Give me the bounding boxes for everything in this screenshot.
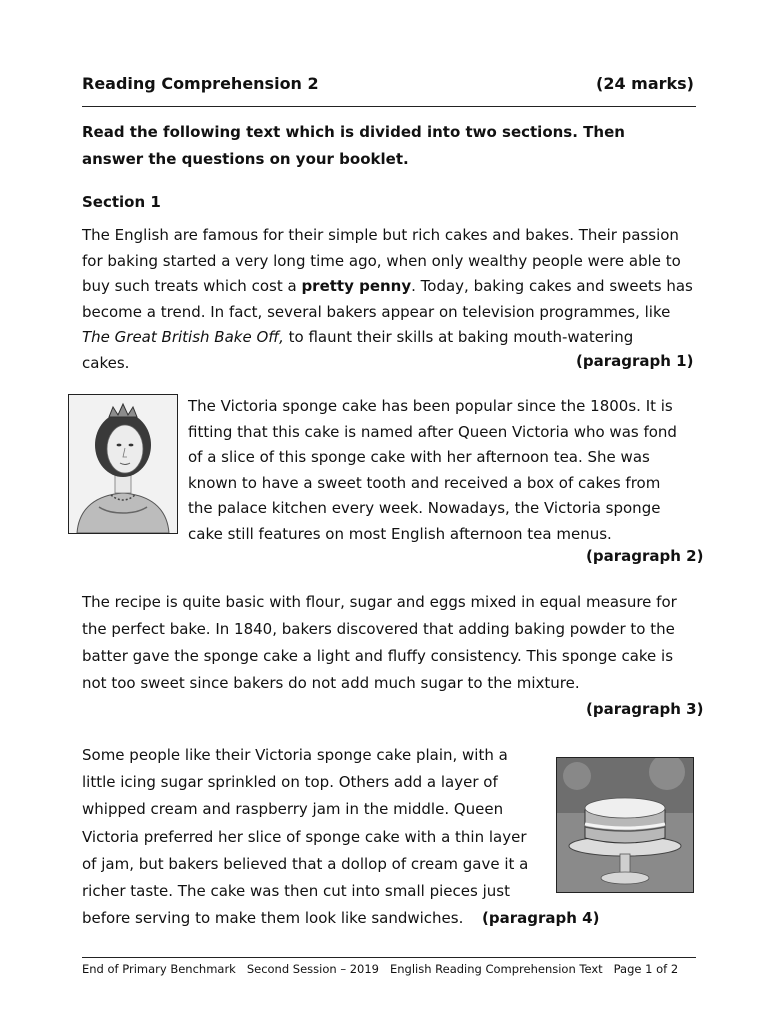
paragraph-4-line: little icing sugar sprinkled on top. Others add a layer of: [82, 773, 498, 792]
paragraph-1-line: become a trend. In fact, several bakers appear on television programmes, like: [82, 302, 671, 321]
paragraph-2-label: (paragraph 2): [586, 547, 704, 565]
paragraph-2-line: cake still features on most English afternoon tea menus.: [188, 524, 612, 543]
highlighted-phrase: pretty penny: [301, 277, 412, 296]
paragraph-4-line: richer taste. The cake was then cut into small pieces just: [82, 882, 510, 901]
portrait-icon: [69, 395, 177, 533]
page-footer: End of Primary Benchmark Second Session – 2019 English Reading Comprehension Text Page 1 of 2: [82, 962, 679, 976]
paragraph-1-line: for baking started a very long time ago, when only wealthy people were able to: [82, 251, 681, 270]
footer-divider: [82, 957, 696, 958]
paragraph-2-line: fitting that this cake is named after Queen Victoria who was fond: [188, 422, 677, 441]
paragraph-2-line: the palace kitchen every week. Nowadays, the Victoria sponge: [188, 499, 661, 518]
text-segment: . Today, baking cakes and sweets has: [411, 277, 693, 296]
paragraph-4-line: whipped cream and raspberry jam in the middle. Queen: [82, 800, 504, 819]
paragraph-2: [188, 394, 677, 548]
programme-title: The Great British Bake Off,: [82, 328, 284, 347]
paragraph-4-line: Some people like their Victoria sponge cake plain, with a: [82, 746, 508, 764]
paragraph-1-line: [82, 274, 693, 300]
text-segment: to flaunt their skills at baking mouth-watering: [283, 328, 634, 347]
victoria-sponge-cake-photo: [556, 757, 694, 893]
text-segment: buy such treats which cost a: [82, 277, 302, 296]
paragraph-1-line: The English are famous for their simple but rich cakes and bakes. Their passion: [82, 226, 679, 244]
instructions: Read the following text which is divided into two sections. Then answer the questions on your booklet.: [82, 123, 625, 168]
paragraph-3-line: The recipe is quite basic with flour, sugar and eggs mixed in equal measure for: [82, 593, 677, 611]
paragraph-2-line: known to have a sweet tooth and received a box of cakes from: [188, 473, 661, 492]
paragraph-3: [82, 589, 677, 697]
paragraph-3-line: batter gave the sponge cake a light and fluffy consistency. This sponge cake is: [82, 647, 674, 665]
total-marks: (24 marks): [596, 74, 694, 93]
header-divider: [82, 106, 696, 107]
paragraph-3-line: not too sweet since bakers do not add much sugar to the mixture.: [82, 674, 580, 692]
paragraph-4-label: (paragraph 4): [482, 909, 600, 927]
page-title: Reading Comprehension 2: [82, 74, 319, 93]
cake-icon: [557, 758, 693, 892]
paragraph-3-label: (paragraph 3): [586, 700, 704, 718]
paragraph-2-line: of a slice of this sponge cake with her afternoon tea. She was: [188, 448, 650, 467]
paragraph-1-label: (paragraph 1): [576, 352, 694, 370]
queen-victoria-portrait: [68, 394, 178, 534]
paragraph-4-line: before serving to make them look like sandwiches.: [82, 909, 464, 928]
paragraph-4-line: of jam, but bakers believed that a dollop of cream gave it a: [82, 854, 529, 873]
paragraph-3-line: the perfect bake. In 1840, bakers discovered that adding baking powder to the: [82, 620, 675, 638]
section-title: Section 1: [82, 193, 161, 211]
paragraph-1-line: cakes.: [82, 353, 130, 372]
paragraph-4-line: Victoria preferred her slice of sponge cake with a thin layer: [82, 827, 527, 846]
paragraph-1-line: [82, 325, 693, 351]
paragraph-2-line: The Victoria sponge cake has been popular since the 1800s. It is: [188, 397, 673, 415]
paragraph-4: [82, 742, 528, 932]
